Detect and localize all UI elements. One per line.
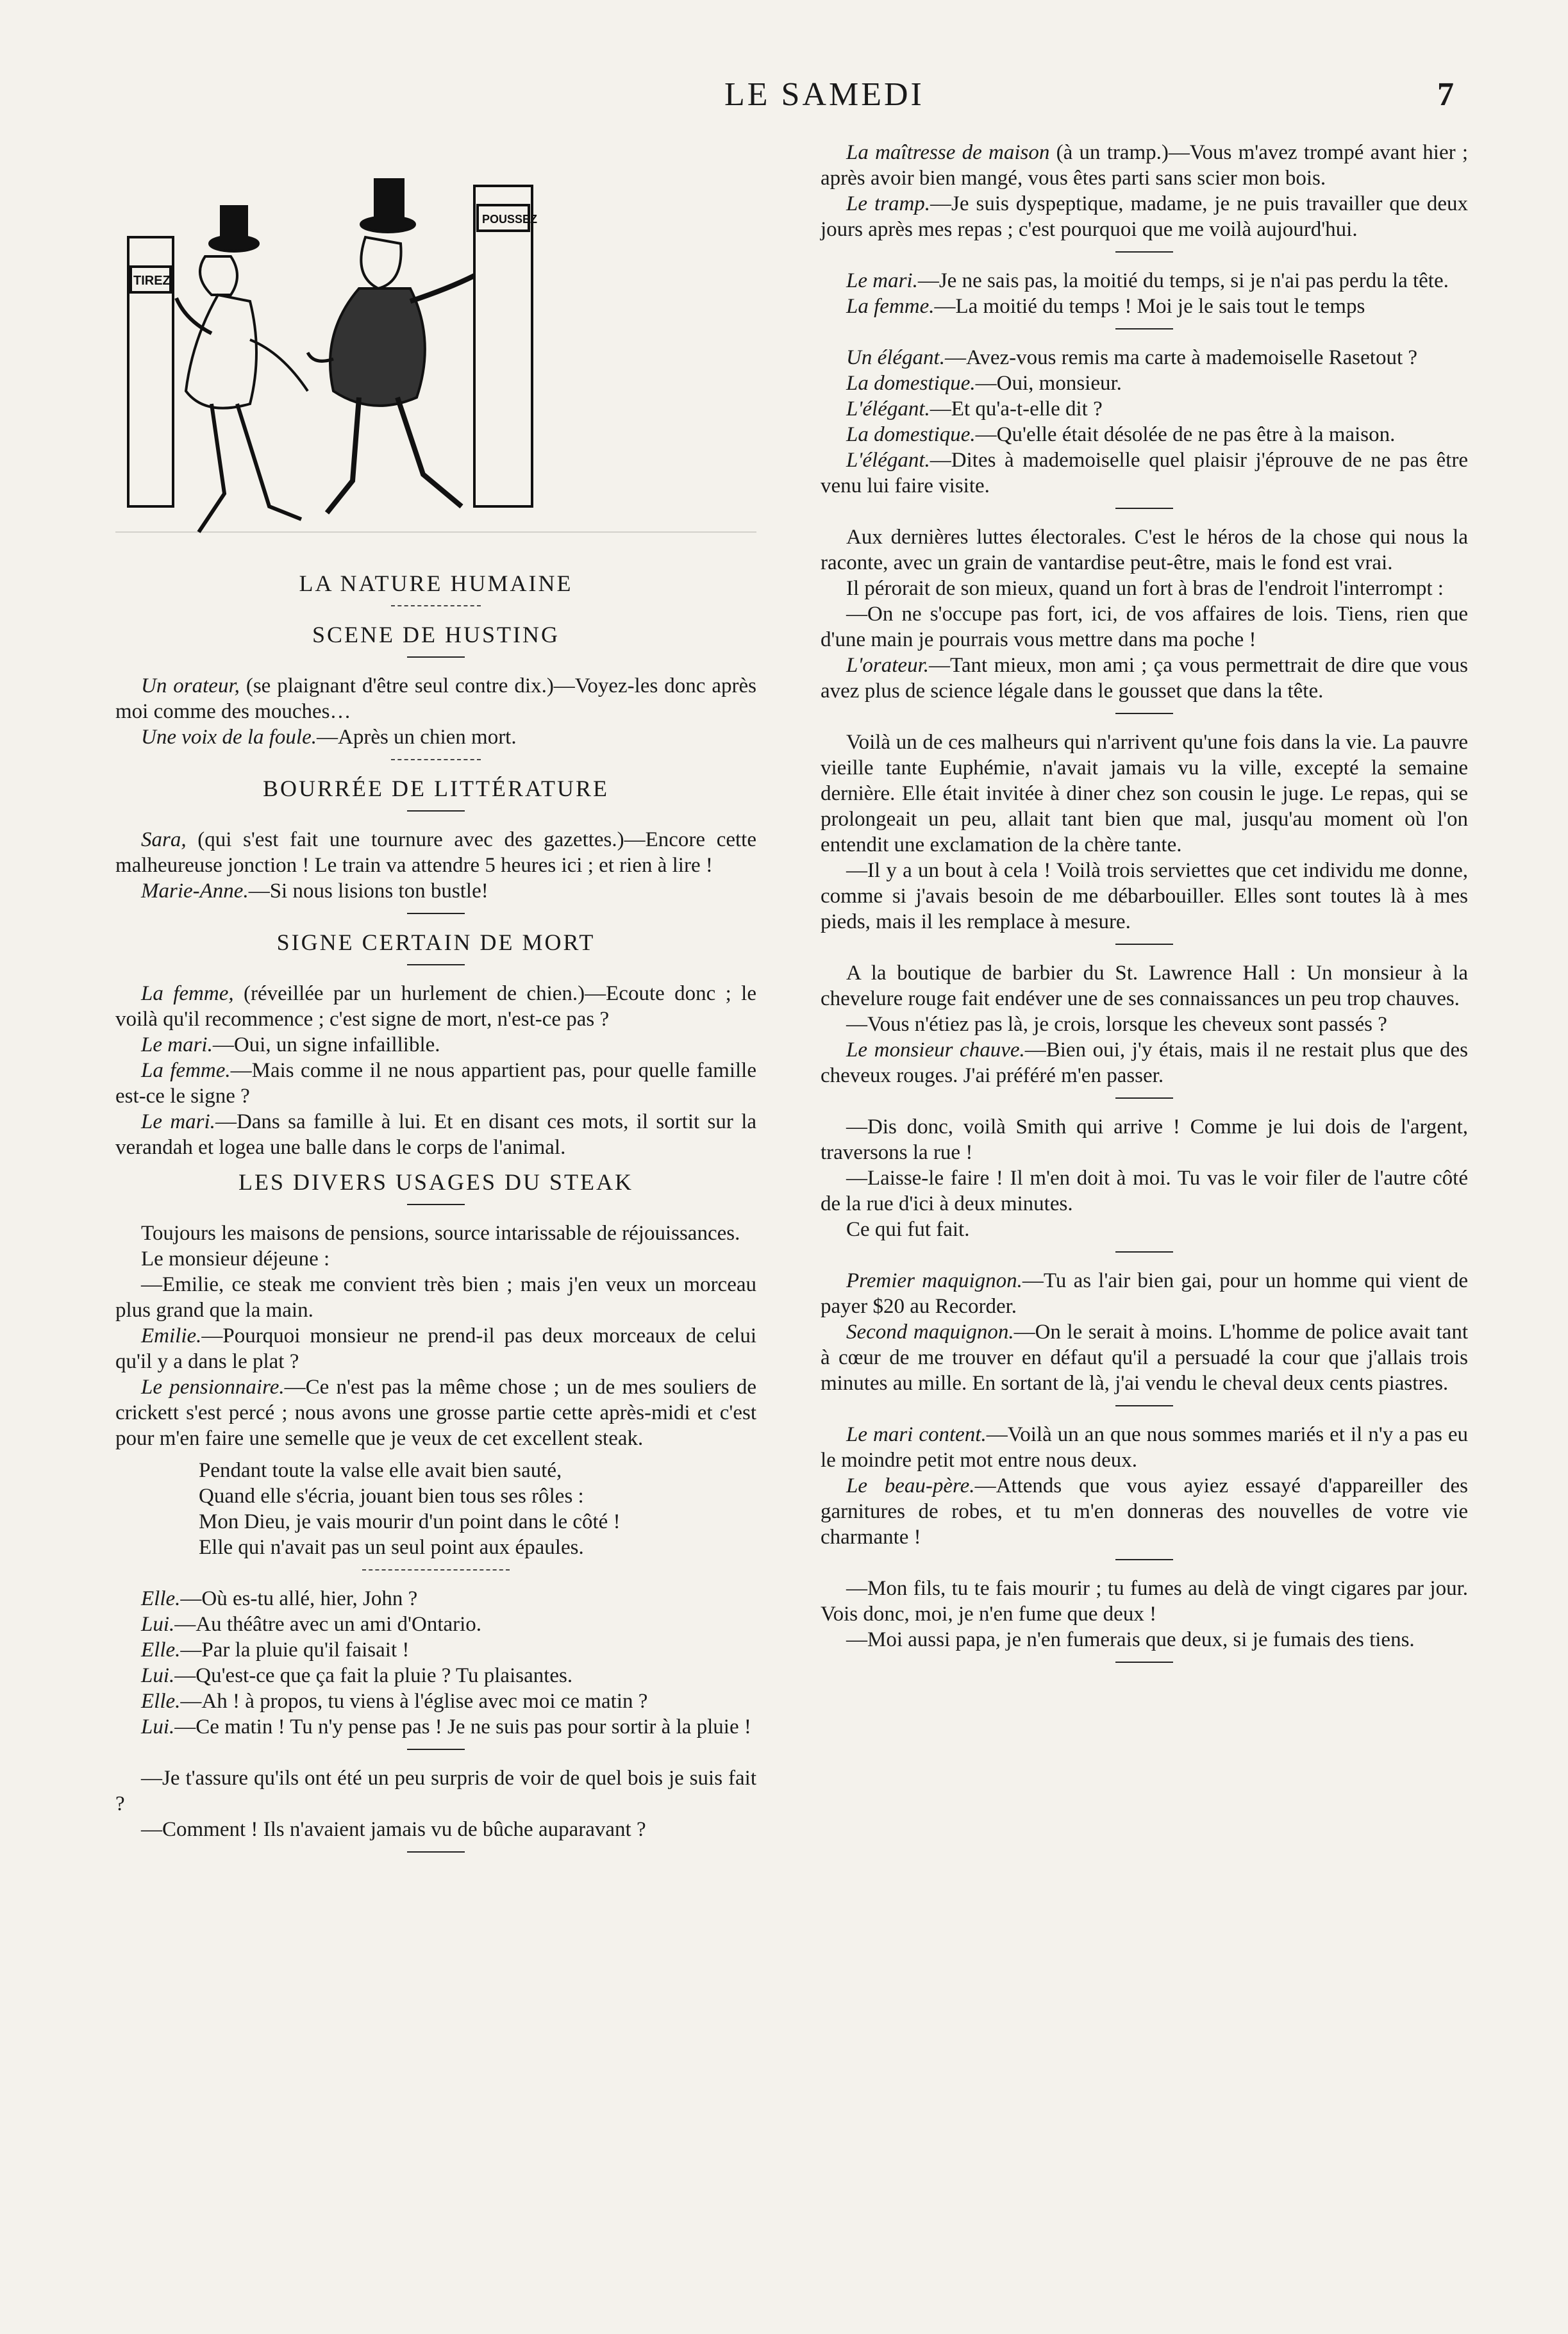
separator bbox=[407, 1204, 465, 1205]
speaker: Le pensionnaire. bbox=[141, 1376, 285, 1399]
speaker: Lui. bbox=[141, 1715, 175, 1738]
separator bbox=[407, 656, 465, 658]
dialogue-text: —Où es-tu allé, hier, John ? bbox=[180, 1587, 418, 1610]
dialogue-text: —Oui, un signe infaillible. bbox=[212, 1033, 440, 1056]
paragraph bbox=[821, 294, 1468, 319]
separator bbox=[362, 1569, 510, 1571]
journal-title: LE SAMEDI bbox=[724, 76, 924, 113]
section-title: BOURRÉE DE LITTÉRATURE bbox=[263, 776, 609, 801]
speaker: Le beau-père. bbox=[846, 1474, 975, 1497]
cartoon-drawing bbox=[115, 147, 756, 558]
paragraph bbox=[115, 1612, 756, 1637]
paragraph bbox=[821, 1422, 1468, 1473]
speaker: L'élégant. bbox=[846, 449, 930, 472]
separator bbox=[1115, 713, 1173, 714]
verse-line: Pendant toute la valse elle avait bien sauté, bbox=[199, 1459, 562, 1482]
speaker: Le tramp. bbox=[846, 192, 931, 215]
dialogue-text: —Je ne sais pas, la moitié du temps, si je n'ai pas perdu la tête. bbox=[917, 269, 1449, 292]
dialogue-text: —Au théâtre avec un ami d'Ontario. bbox=[174, 1613, 482, 1636]
paragraph bbox=[821, 191, 1468, 242]
dialogue-text: —On le serait à moins. L'homme de police avait tant à cœur de me trouver en défaut qu'il a persuadé la cour que j'allais trois minutes au mille. En sortant de là, j'ai vendu le cheval deux cents piastres. bbox=[821, 1321, 1468, 1395]
section-title: LES DIVERS USAGES DU STEAK bbox=[238, 1169, 634, 1195]
speaker: La maîtresse de maison bbox=[846, 141, 1050, 164]
paragraph bbox=[115, 673, 756, 724]
dialogue-text: (se plaignant d'être seul contre dix.)—Voyez-les donc après moi comme des mouches… bbox=[115, 674, 756, 723]
separator bbox=[1115, 1251, 1173, 1253]
right-column bbox=[821, 140, 1468, 1678]
speaker: Un orateur, bbox=[141, 674, 240, 697]
paragraph bbox=[821, 371, 1468, 396]
dialogue-text: —Attends que vous ayiez essayé d'appareiller des garnitures de robes, et tu m'en donneras des nouvelles de votre vie charmante ! bbox=[821, 1474, 1468, 1549]
separator bbox=[391, 605, 481, 606]
sign-tirez: TIREZ bbox=[133, 274, 171, 288]
separator bbox=[391, 759, 481, 760]
speaker: Elle. bbox=[141, 1638, 181, 1662]
speaker: L'orateur. bbox=[846, 654, 930, 677]
dialogue-text: —Tant mieux, mon ami ; ça vous permettrait de dire que vous avez plus de science légale dans le gousset que dans la tête. bbox=[821, 654, 1468, 703]
speaker: Emilie. bbox=[141, 1324, 202, 1347]
speaker: Elle. bbox=[141, 1587, 181, 1610]
dialogue-text: —Ce n'est pas la même chose ; un de mes souliers de crickett s'est percé ; nous avons une grosse partie cette après-midi et c'est pour m'en faire une semelle que je veux de cet excellent steak. bbox=[115, 1376, 756, 1450]
section-title: SIGNE CERTAIN DE MORT bbox=[276, 929, 596, 955]
dialogue-text: —Dites à mademoiselle quel plaisir j'éprouve de ne pas être venu lui faire visite. bbox=[821, 449, 1468, 497]
paragraph bbox=[821, 345, 1468, 371]
dialogue-text: —Dans sa famille à lui. Et en disant ces mots, il sortit sur la verandah et logea une balle dans le corps de l'animal. bbox=[115, 1110, 757, 1159]
dialogue-text: —Si nous lisions ton bustle! bbox=[248, 879, 488, 903]
speaker: La femme. bbox=[141, 1059, 231, 1082]
dialogue-text: —Je suis dyspeptique, madame, je ne puis travailler que deux jours après mes repas ; c'est pourquoi que me voilà aujourd'hui. bbox=[821, 192, 1468, 241]
paragraph bbox=[115, 981, 756, 1032]
separator bbox=[1115, 1662, 1173, 1663]
paragraph bbox=[115, 1714, 756, 1740]
dialogue-text: (à un tramp.)—Vous m'avez trompé avant hier ; après avoir bien mangé, vous êtes parti sans scier mon bois. bbox=[821, 141, 1469, 190]
paragraph: —Vous n'étiez pas là, je crois, lorsque les cheveux sont passés ? bbox=[846, 1013, 1387, 1036]
speaker: Second maquignon. bbox=[846, 1321, 1014, 1344]
sign-poussez: POUSSEZ bbox=[482, 213, 538, 226]
dialogue-text: (réveillée par un hurlement de chien.)—Ecoute donc ; le voilà qu'il recommence ; c'est signe de mort, n'est-ce pas ? bbox=[115, 982, 756, 1031]
left-column bbox=[115, 147, 756, 1868]
paragraph bbox=[115, 1688, 756, 1714]
dialogue-text: —Qu'elle était désolée de ne pas être à la maison. bbox=[975, 423, 1396, 446]
paragraph bbox=[821, 1319, 1468, 1396]
verse-line: Quand elle s'écria, jouant bien tous ses rôles : bbox=[199, 1485, 584, 1508]
dialogue-text: —Après un chien mort. bbox=[317, 726, 517, 749]
paragraph: —Emilie, ce steak me convient très bien ; mais j'en veux un morceau plus grand que la main. bbox=[115, 1273, 756, 1322]
paragraph: Toujours les maisons de pensions, source intarissable de réjouissances. bbox=[141, 1222, 740, 1245]
speaker: Un élégant. bbox=[846, 346, 945, 369]
dialogue-text: —Ce matin ! Tu n'y pense pas ! Je ne suis pas pour sortir à la pluie ! bbox=[174, 1715, 751, 1738]
paragraph: —On ne s'occupe pas fort, ici, de vos affaires de lois. Tiens, rien que d'une main je pourrais vous mettre dans ma poche ! bbox=[821, 603, 1468, 651]
paragraph bbox=[821, 1037, 1468, 1088]
speaker: L'élégant. bbox=[846, 397, 930, 421]
dialogue-text: —Par la pluie qu'il faisait ! bbox=[180, 1638, 410, 1662]
paragraph bbox=[821, 1473, 1468, 1550]
separator bbox=[407, 964, 465, 965]
separator bbox=[1115, 944, 1173, 945]
paragraph bbox=[821, 422, 1468, 447]
paragraph: Aux dernières luttes électorales. C'est le héros de la chose qui nous la raconte, avec un grain de vantardise peut-être, mais le fond est vrai. bbox=[821, 526, 1468, 574]
speaker: Le mari. bbox=[846, 269, 918, 292]
paragraph bbox=[115, 1032, 756, 1058]
speaker: La femme. bbox=[846, 295, 935, 318]
cartoon-illustration bbox=[115, 147, 756, 558]
dialogue-text: —Ah ! à propos, tu viens à l'église avec moi ce matin ? bbox=[180, 1690, 648, 1713]
illustration-caption: LA NATURE HUMAINE bbox=[299, 571, 573, 596]
paragraph: —Dis donc, voilà Smith qui arrive ! Comme je lui dois de l'argent, traversons la rue ! bbox=[821, 1115, 1468, 1164]
verse-line: Elle qui n'avait pas un seul point aux épaules. bbox=[199, 1536, 584, 1559]
paragraph: —Comment ! Ils n'avaient jamais vu de bûche auparavant ? bbox=[141, 1818, 646, 1841]
paragraph bbox=[821, 1268, 1468, 1319]
dialogue-text: —Tu as l'air bien gai, pour un homme qui vient de payer $20 au Recorder. bbox=[821, 1269, 1468, 1318]
page-number: 7 bbox=[1437, 76, 1454, 113]
speaker: Premier maquignon. bbox=[846, 1269, 1022, 1292]
paragraph bbox=[115, 724, 756, 750]
paragraph bbox=[115, 827, 756, 878]
separator bbox=[1115, 1559, 1173, 1560]
speaker: La femme, bbox=[141, 982, 234, 1005]
speaker: Lui. bbox=[141, 1664, 175, 1687]
separator bbox=[1115, 1405, 1173, 1406]
separator bbox=[407, 1749, 465, 1750]
paragraph bbox=[821, 140, 1468, 191]
separator bbox=[1115, 508, 1173, 509]
dialogue-text: —La moitié du temps ! Moi je le sais tout le temps bbox=[934, 295, 1365, 318]
separator bbox=[1115, 1097, 1173, 1099]
verse-line: Mon Dieu, je vais mourir d'un point dans le côté ! bbox=[199, 1510, 621, 1533]
dialogue-text: —Bien oui, j'y étais, mais il ne restait plus que des cheveux rouges. J'ai préféré m'en passer. bbox=[821, 1038, 1469, 1087]
dialogue-text: —Mais comme il ne nous appartient pas, pour quelle famille est-ce le signe ? bbox=[115, 1059, 756, 1108]
paragraph: Voilà un de ces malheurs qui n'arrivent qu'une fois dans la vie. La pauvre vieille tante Euphémie, n'avait jamais vu la ville, excepté la semaine dernière. Elle était invitée à diner chez son cousin le juge. Le repas, qui se prolongeait un peu, allait tant bien que mal, jusqu'au moment où l'on entendit une exclamation de la chère tante. bbox=[821, 731, 1468, 856]
speaker: Elle. bbox=[141, 1690, 181, 1713]
dialogue-text: —Voilà un an que nous sommes mariés et il n'y a pas eu le moindre petit mot entre nous deux. bbox=[821, 1423, 1468, 1472]
paragraph: A la boutique de barbier du St. Lawrence Hall : Un monsieur à la chevelure rouge fait endéver une de ses connaissances un peu trop chauves. bbox=[821, 962, 1468, 1010]
dialogue-text: —Avez-vous remis ma carte à mademoiselle Rasetout ? bbox=[944, 346, 1418, 369]
paragraph: —Laisse-le faire ! Il m'en doit à moi. Tu vas le voir filer de l'autre côté de la rue d'ici à deux minutes. bbox=[821, 1167, 1468, 1215]
poem-verse bbox=[199, 1458, 756, 1560]
paragraph bbox=[115, 1109, 756, 1160]
speaker: Le mari content. bbox=[846, 1423, 987, 1446]
speaker: Une voix de la foule. bbox=[141, 726, 317, 749]
paragraph bbox=[821, 268, 1468, 294]
paragraph: Ce qui fut fait. bbox=[846, 1218, 970, 1241]
speaker: La domestique. bbox=[846, 372, 976, 395]
dialogue-text: —Qu'est-ce que ça fait la pluie ? Tu plaisantes. bbox=[174, 1664, 573, 1687]
section-title: SCENE DE HUSTING bbox=[312, 622, 560, 647]
separator bbox=[407, 913, 465, 914]
paragraph bbox=[115, 1058, 756, 1109]
speaker: Le mari. bbox=[141, 1033, 213, 1056]
paragraph: Le monsieur déjeune : bbox=[141, 1247, 330, 1271]
speaker: Lui. bbox=[141, 1613, 175, 1636]
page-header bbox=[0, 76, 1568, 127]
separator bbox=[1115, 328, 1173, 329]
speaker: Le mari. bbox=[141, 1110, 215, 1133]
separator bbox=[407, 1851, 465, 1853]
paragraph: —Il y a un bout à cela ! Voilà trois serviettes que cet individu me donne, comme si j'avais besoin de me débarbouiller. Elles sont toutes là à mes pieds, mais il les remplace à mesure. bbox=[821, 859, 1468, 933]
dialogue-text: —Oui, monsieur. bbox=[975, 372, 1122, 395]
paragraph bbox=[115, 1586, 756, 1612]
separator bbox=[407, 810, 465, 812]
paragraph bbox=[115, 1323, 756, 1374]
paragraph bbox=[115, 1663, 756, 1688]
separator bbox=[1115, 251, 1173, 253]
paragraph: —Moi aussi papa, je n'en fumerais que deux, si je fumais des tiens. bbox=[846, 1628, 1415, 1651]
paragraph bbox=[115, 878, 756, 904]
speaker: Le monsieur chauve. bbox=[846, 1038, 1025, 1062]
paragraph bbox=[821, 447, 1468, 499]
paragraph bbox=[115, 1637, 756, 1663]
paragraph: —Je t'assure qu'ils ont été un peu surpris de voir de quel bois je suis fait ? bbox=[115, 1767, 756, 1815]
dialogue-text: (qui s'est fait une tournure avec des gazettes.)—Encore cette malheureuse jonction ! Le train va attendre 5 heures ici ; et rien à lire ! bbox=[115, 828, 756, 877]
speaker: Sara, bbox=[141, 828, 187, 851]
dialogue-text: —Et qu'a-t-elle dit ? bbox=[930, 397, 1103, 421]
paragraph bbox=[821, 653, 1468, 704]
paragraph bbox=[821, 396, 1468, 422]
paragraph: Il pérorait de son mieux, quand un fort à bras de l'endroit l'interrompt : bbox=[846, 577, 1444, 600]
dialogue-text: —Pourquoi monsieur ne prend-il pas deux morceaux de celui qu'il y a dans le plat ? bbox=[115, 1324, 756, 1373]
paragraph: —Mon fils, tu te fais mourir ; tu fumes au delà de vingt cigares par jour. Vois donc, moi, je n'en fume que deux ! bbox=[821, 1577, 1468, 1626]
speaker: Marie-Anne. bbox=[141, 879, 249, 903]
speaker: La domestique. bbox=[846, 423, 976, 446]
paragraph bbox=[115, 1374, 756, 1451]
